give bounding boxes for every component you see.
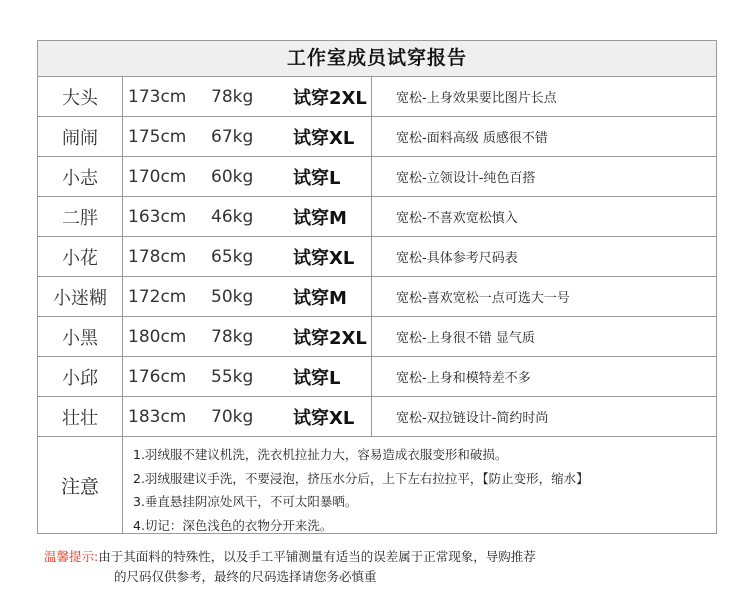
member-height: 176cm bbox=[128, 366, 187, 387]
member-height: 172cm bbox=[128, 286, 187, 307]
member-name: 小花 bbox=[38, 237, 123, 276]
member-weight: 50kg bbox=[211, 286, 254, 307]
member-size: 试穿M bbox=[293, 207, 347, 229]
member-name: 大头 bbox=[38, 77, 123, 116]
warm-tip-line-1: 由于其面料的特殊性，以及手工平铺测量有适当的误差属于正常现象，导购推荐 bbox=[98, 549, 536, 564]
warm-tip-line-2: 的尺码仅供参考，最终的尺码选择请您务必慎重 bbox=[114, 569, 377, 584]
member-height: 178cm bbox=[128, 246, 187, 267]
table-row bbox=[38, 357, 716, 397]
member-height: 180cm bbox=[128, 326, 187, 347]
member-note: 宽松-面料高级 质感很不错 bbox=[396, 131, 548, 146]
member-size: 试穿XL bbox=[293, 407, 355, 429]
member-note: 宽松-上身很不错 显气质 bbox=[396, 331, 535, 346]
table-row bbox=[38, 117, 716, 157]
care-note-item: 4.切记：深色浅色的衣物分开来洗。 bbox=[133, 517, 333, 533]
table-row bbox=[38, 157, 716, 197]
table-row bbox=[38, 237, 716, 277]
member-name: 小邱 bbox=[38, 357, 123, 396]
care-notes-section bbox=[38, 437, 716, 533]
member-measurements bbox=[123, 277, 372, 316]
warm-tip bbox=[44, 547, 536, 584]
report-title: 工作室成员试穿报告 bbox=[38, 41, 716, 77]
member-height: 175cm bbox=[128, 126, 187, 147]
member-height: 163cm bbox=[128, 206, 187, 227]
member-name: 壮壮 bbox=[38, 397, 123, 436]
member-height: 170cm bbox=[128, 166, 187, 187]
care-note-item: 1.羽绒服不建议机洗，洗衣机拉扯力大，容易造成衣服变形和破损。 bbox=[133, 447, 508, 462]
member-name: 闹闹 bbox=[38, 117, 123, 156]
care-notes-label: 注意 bbox=[38, 437, 123, 533]
member-weight: 46kg bbox=[211, 206, 254, 227]
member-weight: 78kg bbox=[211, 86, 254, 107]
member-size: 试穿M bbox=[293, 287, 347, 309]
table-row bbox=[38, 397, 716, 437]
table-row bbox=[38, 197, 716, 237]
member-note: 宽松-不喜欢宽松慎入 bbox=[396, 211, 518, 226]
try-on-report-table bbox=[37, 40, 717, 534]
member-note: 宽松-具体参考尺码表 bbox=[396, 251, 518, 266]
member-name: 二胖 bbox=[38, 197, 123, 236]
member-size: 试穿2XL bbox=[293, 327, 367, 349]
member-measurements bbox=[123, 77, 372, 116]
member-note: 宽松-立领设计-纯色百搭 bbox=[396, 171, 536, 186]
member-note: 宽松-双拉链设计-简约时尚 bbox=[396, 411, 549, 426]
member-name: 小志 bbox=[38, 157, 123, 196]
care-note-item: 3.垂直悬挂阴凉处风干，不可太阳暴晒。 bbox=[133, 494, 358, 509]
member-size: 试穿2XL bbox=[293, 87, 367, 109]
member-size: 试穿L bbox=[293, 367, 341, 389]
warm-tip-label: 温馨提示: bbox=[44, 549, 99, 564]
member-weight: 55kg bbox=[211, 366, 254, 387]
member-measurements bbox=[123, 317, 372, 356]
member-note: 宽松-喜欢宽松一点可选大一号 bbox=[396, 291, 570, 306]
member-weight: 65kg bbox=[211, 246, 254, 267]
member-size: 试穿XL bbox=[293, 247, 355, 269]
member-name: 小迷糊 bbox=[38, 277, 123, 316]
member-measurements bbox=[123, 197, 372, 236]
table-row bbox=[38, 317, 716, 357]
member-measurements bbox=[123, 117, 372, 156]
member-size: 试穿XL bbox=[293, 127, 355, 149]
member-height: 183cm bbox=[128, 406, 187, 427]
table-row bbox=[38, 77, 716, 117]
member-weight: 78kg bbox=[211, 326, 254, 347]
member-name: 小黑 bbox=[38, 317, 123, 356]
member-weight: 60kg bbox=[211, 166, 254, 187]
member-weight: 70kg bbox=[211, 406, 254, 427]
care-note-item: 2.羽绒服建议手洗，不要浸泡，挤压水分后，上下左右拉拉平，【防止变形，缩水】 bbox=[133, 470, 589, 486]
member-size: 试穿L bbox=[293, 167, 341, 189]
member-height: 173cm bbox=[128, 86, 187, 107]
member-note: 宽松-上身效果要比图片长点 bbox=[396, 91, 557, 106]
member-measurements bbox=[123, 237, 372, 276]
member-note: 宽松-上身和模特差不多 bbox=[396, 371, 531, 386]
table-row bbox=[38, 277, 716, 317]
member-weight: 67kg bbox=[211, 126, 254, 147]
member-measurements bbox=[123, 397, 372, 436]
care-notes-list bbox=[123, 437, 716, 533]
member-measurements bbox=[123, 157, 372, 196]
member-measurements bbox=[123, 357, 372, 396]
